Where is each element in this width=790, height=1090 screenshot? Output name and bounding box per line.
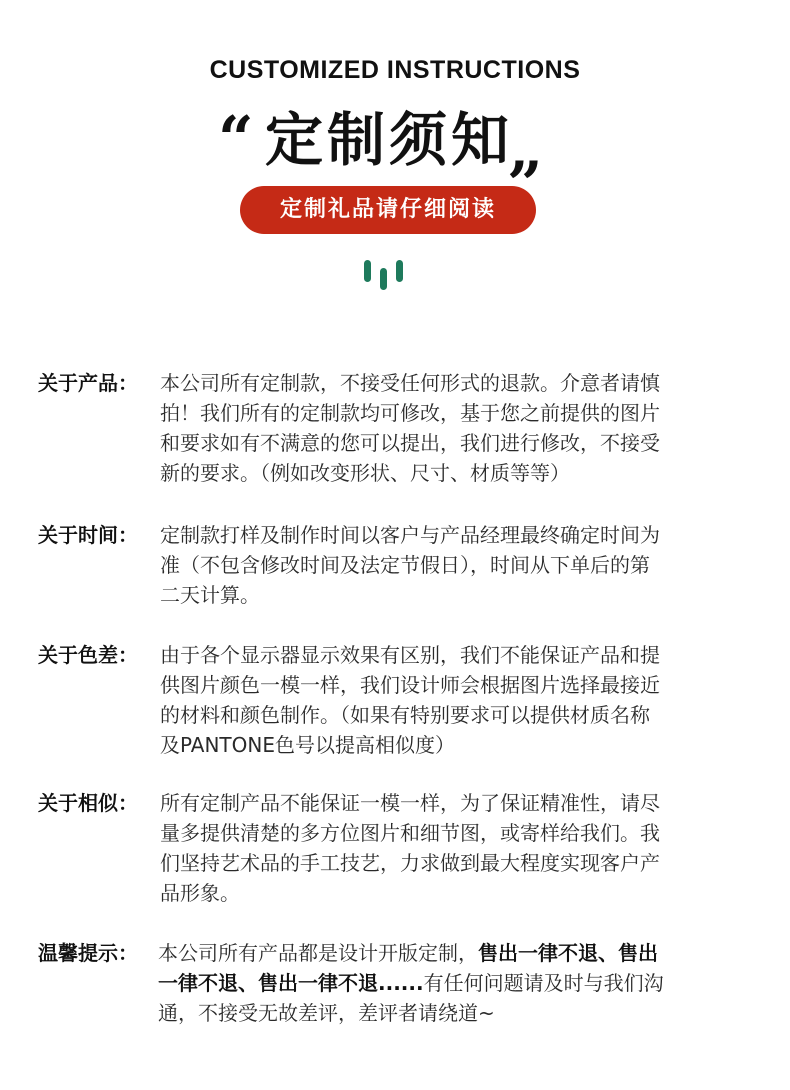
text-line: 们坚持艺术品的手工技艺，力求做到最大程度实现客户产 — [160, 851, 660, 875]
section-text — [160, 640, 754, 760]
tip-line-1 — [158, 938, 752, 968]
section-label: 关于色差： — [38, 643, 138, 667]
section-text — [160, 368, 754, 488]
tip-text-normal: 有任何问题请及时与我们沟 — [423, 971, 664, 995]
text-line: 量多提供清楚的多方位图片和细节图，或寄样给我们。我 — [160, 821, 660, 845]
text-line: 本公司所有定制款，不接受任何形式的退款。介意者请慎 — [160, 371, 660, 395]
section-label: 关于产品： — [38, 371, 138, 395]
tip-line-3: 通，不接受无故差评，差评者请绕道~ — [158, 1001, 495, 1025]
section-text — [160, 520, 754, 610]
reading-notice-badge: 定制礼品请仔细阅读 — [240, 186, 536, 234]
text-line: 品形象。 — [160, 881, 240, 905]
text-line: 及PANTONE色号以提高相似度） — [160, 733, 455, 757]
text-line: 供图片颜色一模一样，我们设计师会根据图片选择最接近 — [160, 673, 660, 697]
text-line: 由于各个显示器显示效果有区别，我们不能保证产品和提 — [160, 643, 660, 667]
bar-middle — [380, 268, 387, 290]
bar-right — [396, 260, 403, 282]
open-quote-mark: “ — [218, 102, 254, 175]
tip-label: 温馨提示： — [38, 941, 138, 965]
close-quote-mark: „ — [508, 112, 544, 185]
text-line: 和要求如有不满意的您可以提出，我们进行修改，不接受 — [160, 431, 660, 455]
text-line: 拍！我们所有的定制款均可修改，基于您之前提供的图片 — [160, 401, 660, 425]
tip-line-2 — [158, 968, 752, 998]
tip-text-normal: 本公司所有产品都是设计开版定制， — [158, 941, 478, 965]
text-line: 所有定制产品不能保证一模一样，为了保证精准性，请尽 — [160, 791, 660, 815]
text-line: 新的要求。（例如改变形状、尺寸、材质等等） — [160, 461, 570, 485]
section-text — [160, 788, 754, 908]
main-title — [0, 100, 790, 185]
text-line: 定制款打样及制作时间以客户与产品经理最终确定时间为 — [160, 523, 660, 547]
tip-text-emphasis: 一律不退、售出一律不退...... — [158, 971, 424, 995]
text-line: 二天计算。 — [160, 583, 260, 607]
subtitle-english: CUSTOMIZED INSTRUCTIONS — [209, 56, 581, 84]
section-label: 关于相似： — [38, 791, 138, 815]
bar-left — [364, 260, 371, 282]
header — [0, 0, 790, 300]
tip-text — [158, 938, 752, 1028]
tip-text-emphasis: 售出一律不退、售出 — [478, 941, 658, 965]
text-line: 准（不包含修改时间及法定节假日），时间从下单后的第 — [160, 553, 650, 577]
page-title: 定制须知 — [265, 106, 514, 174]
text-line: 的材料和颜色制作。（如果有特别要求可以提供材质名称 — [160, 703, 650, 727]
decorative-bars-icon — [362, 258, 406, 290]
section-label: 关于时间： — [38, 523, 138, 547]
